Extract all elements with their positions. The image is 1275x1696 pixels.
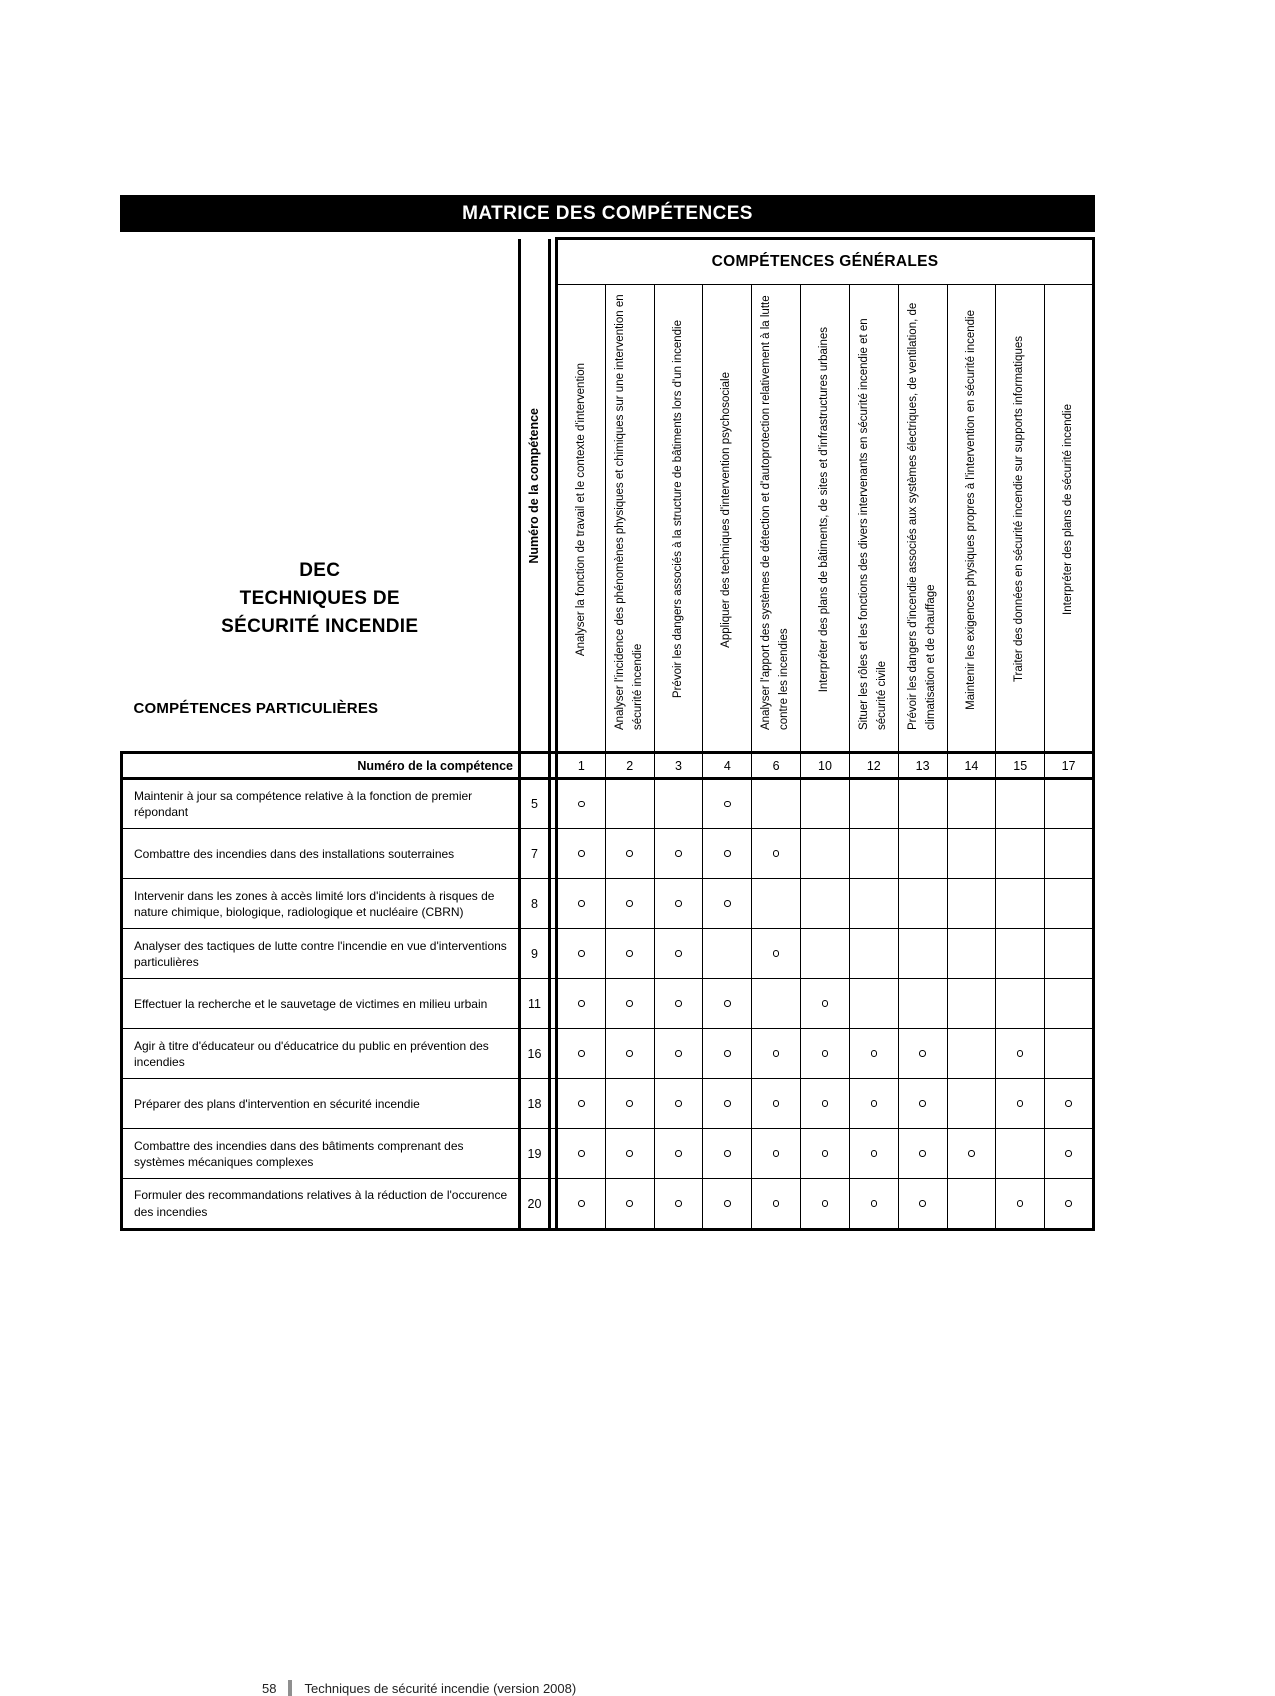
mark-circle-icon — [675, 1200, 682, 1207]
mark-circle-icon — [675, 950, 682, 957]
matrix-cell — [947, 979, 996, 1029]
particular-competency-label: Combattre des incendies dans des bâtiments comprenant des systèmes mécaniques complexes — [122, 1129, 520, 1179]
matrix-cell — [801, 779, 850, 829]
general-competency-label: Interpréter des plans de bâtiments, de sites et d'infrastructures urbaines — [818, 326, 831, 693]
matrix-cell — [654, 929, 703, 979]
matrix-cell — [654, 979, 703, 1029]
mark-circle-icon — [626, 900, 633, 907]
general-competency-number: 17 — [1045, 753, 1094, 779]
matrix-cell — [654, 1079, 703, 1129]
mark-circle-icon — [724, 900, 731, 907]
matrix-cell — [849, 779, 898, 829]
matrix-cell — [801, 1129, 850, 1179]
matrix-cell — [898, 1129, 947, 1179]
mark-circle-icon — [871, 1100, 878, 1107]
particular-competency-label: Formuler des recommandations relatives à la réduction de l'occurence des incendies — [122, 1179, 520, 1229]
mark-circle-icon — [822, 1150, 829, 1157]
mark-circle-icon — [1065, 1200, 1072, 1207]
spacer — [550, 1029, 557, 1079]
mark-circle-icon — [724, 1200, 731, 1207]
general-competency-label-cell — [801, 285, 850, 753]
particular-competency-row — [122, 779, 1094, 829]
mark-circle-icon — [578, 1150, 585, 1157]
mark-circle-icon — [626, 1150, 633, 1157]
matrix-cell — [849, 879, 898, 929]
numero-column-empty-cell — [520, 753, 550, 779]
particular-competency-number: 16 — [520, 1029, 550, 1079]
mark-circle-icon — [919, 1050, 926, 1057]
mark-circle-icon — [1017, 1050, 1024, 1057]
general-competency-label-cell — [752, 285, 801, 753]
mark-circle-icon — [968, 1150, 975, 1157]
mark-circle-icon — [1065, 1100, 1072, 1107]
spacer — [550, 1179, 557, 1229]
competency-number-column-header — [520, 239, 550, 753]
spacer — [550, 239, 557, 753]
particular-competency-label: Préparer des plans d'intervention en sécurité incendie — [122, 1079, 520, 1129]
matrix-cell — [1045, 879, 1094, 929]
matrix-cell — [996, 1129, 1045, 1179]
general-competency-number: 1 — [557, 753, 606, 779]
matrix-cell — [1045, 829, 1094, 879]
spacer — [550, 779, 557, 829]
matrix-cell — [947, 1179, 996, 1229]
matrix-cell — [849, 1129, 898, 1179]
matrix-cell — [654, 779, 703, 829]
general-competency-label: Situer les rôles et les fonctions des divers intervenants en sécurité incendie et en sécurité civile — [857, 317, 888, 730]
particular-competency-number: 9 — [520, 929, 550, 979]
matrix-cell — [654, 1129, 703, 1179]
mark-circle-icon — [773, 1050, 780, 1057]
particular-competency-row — [122, 829, 1094, 879]
particular-competency-number: 11 — [520, 979, 550, 1029]
mark-circle-icon — [724, 801, 731, 808]
matrix-cell — [752, 1079, 801, 1129]
general-competency-label-cell — [654, 285, 703, 753]
general-competency-number: 13 — [898, 753, 947, 779]
general-competency-label: Analyser la fonction de travail et le contexte d'intervention — [574, 362, 587, 657]
matrix-cell — [1045, 779, 1094, 829]
mark-circle-icon — [578, 900, 585, 907]
matrix-cell — [557, 829, 606, 879]
matrix-cell — [605, 1129, 654, 1179]
matrix-cell — [703, 1079, 752, 1129]
matrix-cell — [996, 979, 1045, 1029]
mark-circle-icon — [1017, 1100, 1024, 1107]
matrix-cell — [947, 779, 996, 829]
matrix-cell — [898, 829, 947, 879]
matrix-cell — [752, 1029, 801, 1079]
matrix-cell — [996, 829, 1045, 879]
mark-circle-icon — [626, 850, 633, 857]
matrix-cell — [996, 1079, 1045, 1129]
matrix-title-bar — [120, 195, 1095, 232]
mark-circle-icon — [675, 900, 682, 907]
matrix-cell — [1045, 1029, 1094, 1079]
particular-competency-number: 5 — [520, 779, 550, 829]
matrix-cell — [654, 879, 703, 929]
mark-circle-icon — [822, 1200, 829, 1207]
mark-circle-icon — [871, 1150, 878, 1157]
general-competency-number: 10 — [801, 753, 850, 779]
mark-circle-icon — [773, 1100, 780, 1107]
matrix-cell — [898, 779, 947, 829]
particular-competency-number: 19 — [520, 1129, 550, 1179]
matrix-cell — [703, 1129, 752, 1179]
mark-circle-icon — [724, 850, 731, 857]
matrix-cell — [557, 879, 606, 929]
general-competency-label-cell — [605, 285, 654, 753]
general-competency-number: 3 — [654, 753, 703, 779]
matrix-cell — [801, 829, 850, 879]
matrix-cell — [849, 829, 898, 879]
matrix-cell — [947, 1029, 996, 1079]
footer-text: Techniques de sécurité incendie (version 2008) — [304, 1680, 577, 1696]
mark-circle-icon — [578, 801, 585, 808]
general-competency-label-cell — [849, 285, 898, 753]
numero-row-label: Numéro de la compétence — [122, 753, 520, 779]
mark-circle-icon — [724, 1050, 731, 1057]
mark-circle-icon — [578, 1050, 585, 1057]
matrix-cell — [605, 829, 654, 879]
competency-number-column-label: Numéro de la compétence — [526, 408, 541, 565]
mark-circle-icon — [675, 1050, 682, 1057]
spacer — [550, 753, 557, 779]
particular-competency-number: 8 — [520, 879, 550, 929]
mark-circle-icon — [724, 1150, 731, 1157]
matrix-header-row — [122, 239, 1094, 285]
particular-competency-row — [122, 1179, 1094, 1229]
particular-competency-number: 7 — [520, 829, 550, 879]
matrix-cell — [605, 1029, 654, 1079]
mark-circle-icon — [871, 1200, 878, 1207]
mark-circle-icon — [578, 1200, 585, 1207]
general-competency-number: 6 — [752, 753, 801, 779]
matrix-cell — [849, 979, 898, 1029]
general-competency-label: Prévoir les dangers d'incendie associés aux systèmes électriques, de ventilation, de climatisation et de chauffage — [906, 302, 937, 730]
mark-circle-icon — [675, 1000, 682, 1007]
mark-circle-icon — [822, 1000, 829, 1007]
matrix-cell — [752, 979, 801, 1029]
mark-circle-icon — [626, 1000, 633, 1007]
matrix-cell — [557, 1079, 606, 1129]
particular-competency-label: Combattre des incendies dans des installations souterraines — [122, 829, 520, 879]
matrix-cell — [752, 779, 801, 829]
competency-matrix-document — [120, 195, 1095, 1696]
mark-circle-icon — [578, 950, 585, 957]
program-header-cell — [122, 239, 520, 753]
mark-circle-icon — [578, 1000, 585, 1007]
particular-competency-row — [122, 1129, 1094, 1179]
mark-circle-icon — [578, 850, 585, 857]
mark-circle-icon — [871, 1050, 878, 1057]
general-competency-label: Interpréter des plans de sécurité incendie — [1061, 404, 1074, 615]
general-competencies-header: COMPÉTENCES GÉNÉRALES — [557, 239, 1094, 285]
matrix-cell — [996, 779, 1045, 829]
matrix-cell — [947, 1079, 996, 1129]
program-title-line: DEC — [299, 560, 341, 582]
general-competency-label-cell — [1045, 285, 1094, 753]
matrix-cell — [1045, 1129, 1094, 1179]
page-footer — [262, 1680, 576, 1696]
matrix-cell — [752, 879, 801, 929]
matrix-cell — [898, 929, 947, 979]
matrix-cell — [605, 929, 654, 979]
mark-circle-icon — [773, 850, 780, 857]
matrix-cell — [801, 1029, 850, 1079]
matrix-cell — [996, 879, 1045, 929]
matrix-cell — [703, 879, 752, 929]
matrix-cell — [605, 1079, 654, 1129]
matrix-cell — [801, 979, 850, 1029]
spacer — [550, 829, 557, 879]
particular-competency-number: 20 — [520, 1179, 550, 1229]
matrix-cell — [1045, 1179, 1094, 1229]
particular-competency-row — [122, 879, 1094, 929]
matrix-cell — [654, 1179, 703, 1229]
competency-matrix-table — [120, 237, 1095, 1231]
program-title — [122, 557, 519, 640]
matrix-cell — [801, 1079, 850, 1129]
mark-circle-icon — [919, 1150, 926, 1157]
matrix-cell — [996, 1179, 1045, 1229]
matrix-cell — [605, 879, 654, 929]
matrix-cell — [898, 1029, 947, 1079]
matrix-cell — [605, 979, 654, 1029]
matrix-cell — [996, 1029, 1045, 1079]
general-competency-label: Maintenir les exigences physiques propres à l'intervention en sécurité incendie — [964, 309, 977, 710]
matrix-cell — [605, 1179, 654, 1229]
program-title-line: TECHNIQUES DE — [239, 587, 400, 609]
mark-circle-icon — [822, 1100, 829, 1107]
matrix-cell — [752, 1179, 801, 1229]
matrix-cell — [557, 1129, 606, 1179]
mark-circle-icon — [773, 1200, 780, 1207]
mark-circle-icon — [919, 1100, 926, 1107]
matrix-cell — [898, 879, 947, 929]
competency-numbers-row — [122, 753, 1094, 779]
spacer — [550, 1079, 557, 1129]
mark-circle-icon — [724, 1000, 731, 1007]
matrix-cell — [703, 829, 752, 879]
matrix-cell — [557, 1179, 606, 1229]
mark-circle-icon — [724, 1100, 731, 1107]
mark-circle-icon — [578, 1100, 585, 1107]
mark-circle-icon — [773, 950, 780, 957]
spacer — [550, 879, 557, 929]
matrix-cell — [752, 1129, 801, 1179]
matrix-cell — [849, 1079, 898, 1129]
spacer — [550, 929, 557, 979]
matrix-cell — [703, 1029, 752, 1079]
particular-competency-label: Intervenir dans les zones à accès limité lors d'incidents à risques de nature chimique, biologique, radiologique et nucléaire (CBRN) — [122, 879, 520, 929]
general-competency-label: Analyser l'incidence des phénomènes physiques et chimiques sur une intervention en sécurité incendie — [613, 293, 644, 730]
general-competency-label: Analyser l'apport des systèmes de détection et d'autoprotection relativement à la lutte contre les incendies — [760, 294, 791, 730]
mark-circle-icon — [1017, 1200, 1024, 1207]
matrix-cell — [947, 879, 996, 929]
matrix-cell — [654, 1029, 703, 1079]
mark-circle-icon — [675, 1150, 682, 1157]
matrix-cell — [1045, 979, 1094, 1029]
matrix-cell — [947, 1129, 996, 1179]
matrix-cell — [557, 929, 606, 979]
particular-competency-row — [122, 979, 1094, 1029]
matrix-cell — [654, 829, 703, 879]
mark-circle-icon — [773, 1150, 780, 1157]
particular-competencies-header: COMPÉTENCES PARTICULIÈRES — [133, 700, 379, 717]
program-title-line: SÉCURITÉ INCENDIE — [221, 615, 419, 637]
particular-competency-label: Analyser des tactiques de lutte contre l'incendie en vue d'interventions particulières — [122, 929, 520, 979]
matrix-cell — [801, 879, 850, 929]
particular-competency-number: 18 — [520, 1079, 550, 1129]
general-competency-label: Traiter des données en sécurité incendie sur supports informatiques — [1013, 336, 1026, 683]
mark-circle-icon — [626, 950, 633, 957]
matrix-cell — [703, 779, 752, 829]
particular-competency-row — [122, 929, 1094, 979]
matrix-cell — [801, 929, 850, 979]
page-number: 58 — [262, 1680, 277, 1696]
mark-circle-icon — [626, 1100, 633, 1107]
general-competency-label-cell — [703, 285, 752, 753]
general-competency-label: Appliquer des techniques d'intervention psychosociale — [720, 371, 733, 648]
matrix-cell — [703, 1179, 752, 1229]
general-competency-number: 12 — [849, 753, 898, 779]
matrix-cell — [947, 929, 996, 979]
mark-circle-icon — [675, 1100, 682, 1107]
general-competency-number: 4 — [703, 753, 752, 779]
matrix-cell — [557, 779, 606, 829]
matrix-cell — [849, 1029, 898, 1079]
matrix-cell — [557, 979, 606, 1029]
matrix-cell — [703, 979, 752, 1029]
mark-circle-icon — [822, 1050, 829, 1057]
particular-competency-label: Agir à titre d'éducateur ou d'éducatrice du public en prévention des incendies — [122, 1029, 520, 1079]
general-competency-label-cell — [947, 285, 996, 753]
matrix-cell — [898, 1179, 947, 1229]
particular-competency-row — [122, 1029, 1094, 1079]
general-competency-number: 14 — [947, 753, 996, 779]
general-competency-label-cell — [898, 285, 947, 753]
matrix-cell — [898, 979, 947, 1029]
matrix-cell — [752, 929, 801, 979]
mark-circle-icon — [626, 1050, 633, 1057]
matrix-cell — [849, 929, 898, 979]
matrix-cell — [996, 929, 1045, 979]
matrix-cell — [801, 1179, 850, 1229]
matrix-cell — [898, 1079, 947, 1129]
mark-circle-icon — [1065, 1150, 1072, 1157]
mark-circle-icon — [919, 1200, 926, 1207]
particular-competency-row — [122, 1079, 1094, 1129]
matrix-cell — [1045, 929, 1094, 979]
general-competency-label-cell — [996, 285, 1045, 753]
particular-competency-label: Effectuer la recherche et le sauvetage de victimes en milieu urbain — [122, 979, 520, 1029]
matrix-cell — [752, 829, 801, 879]
particular-competency-label: Maintenir à jour sa compétence relative à la fonction de premier répondant — [122, 779, 520, 829]
matrix-cell — [947, 829, 996, 879]
footer-divider-bar — [288, 1680, 292, 1696]
mark-circle-icon — [626, 1200, 633, 1207]
general-competency-label: Prévoir les dangers associés à la structure de bâtiments lors d'un incendie — [671, 320, 684, 699]
general-competency-number: 2 — [605, 753, 654, 779]
matrix-cell — [849, 1179, 898, 1229]
spacer — [550, 1129, 557, 1179]
matrix-title: MATRICE DES COMPÉTENCES — [462, 202, 753, 224]
general-competency-number: 15 — [996, 753, 1045, 779]
matrix-cell — [1045, 1079, 1094, 1129]
spacer — [550, 979, 557, 1029]
matrix-cell — [605, 779, 654, 829]
matrix-cell — [557, 1029, 606, 1079]
matrix-cell — [703, 929, 752, 979]
general-competency-label-cell — [557, 285, 606, 753]
mark-circle-icon — [675, 850, 682, 857]
